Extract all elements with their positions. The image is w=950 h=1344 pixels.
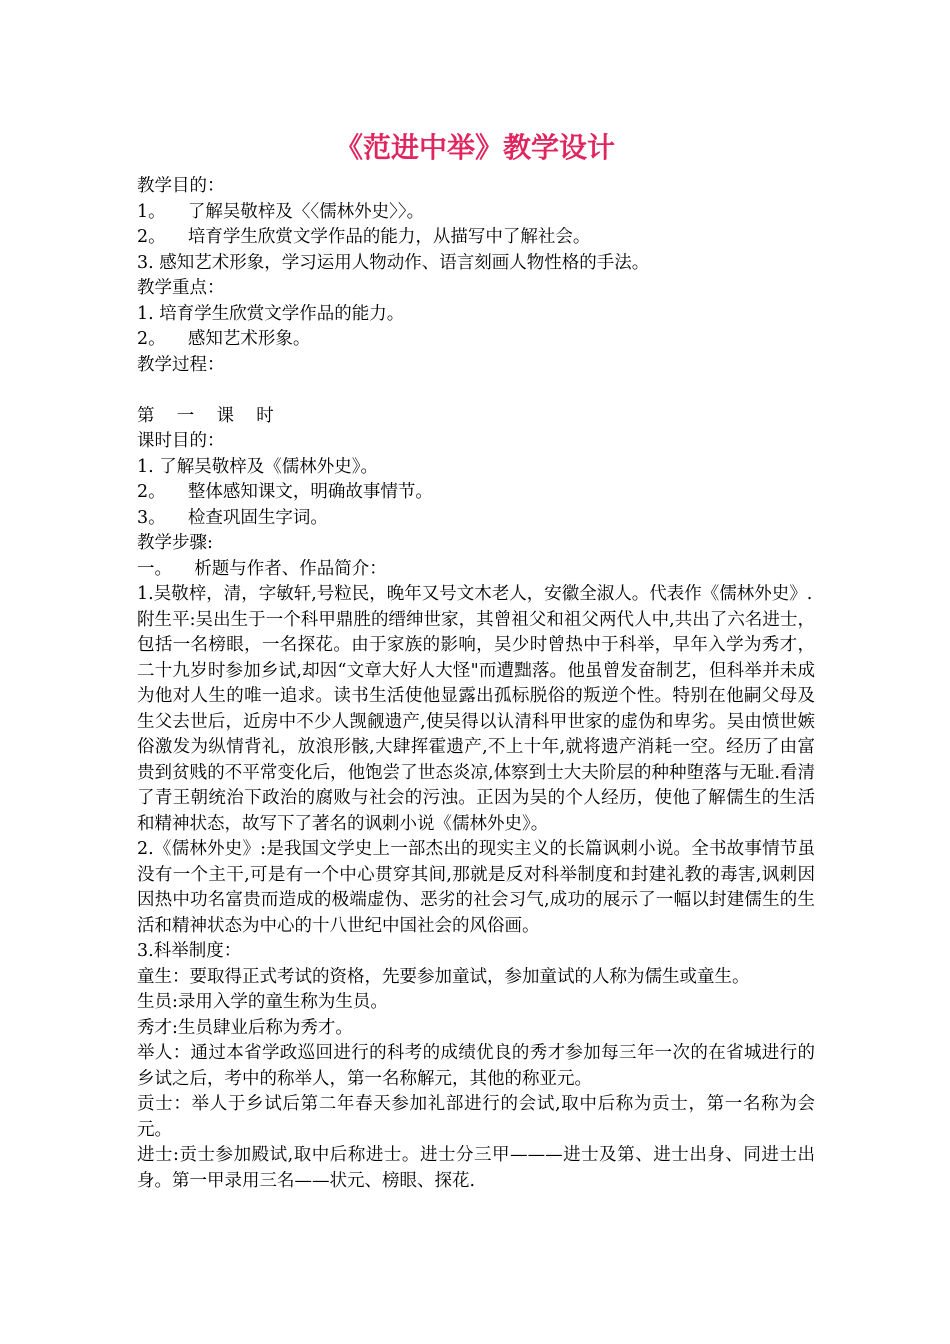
text-line: 1. 培育学生欣赏文学作品的能力。	[137, 303, 405, 324]
paragraph: 生员:录用入学的童生称为生员。	[137, 992, 388, 1012]
paragraph: 秀才:生员肆业后称为秀才。	[137, 1017, 353, 1038]
paragraph: 童生：要取得正式考试的资格，先要参加童试，参加童试的人称为儒生或童生。	[137, 966, 750, 987]
text-line: 3.科举制度：	[137, 941, 242, 961]
text-line: 3。 检查巩固生字词。	[137, 507, 328, 528]
text-line: 2。 培育学生欣赏文学作品的能力，从描写中了解社会。	[137, 227, 591, 247]
text-line: 教学重点：	[137, 278, 225, 298]
document-title: 《范进中举》教学设计	[334, 131, 615, 164]
text-line: 课时目的：	[137, 431, 225, 451]
text-line: 教学目的：	[137, 176, 225, 196]
section-heading: 第 一 课 时	[137, 405, 274, 426]
text-line: 1. 了解吴敬梓及《儒林外史》。	[137, 456, 379, 477]
paragraph: 2.《儒林外史》:是我国文学史上一部杰出的现实主义的长篇讽刺小说。全书故事情节虽没有一个主干,可是有一个中心贯穿其间,那就是反对科举制度和封建礼教的毒害,讽刺因因热中功名富贵而造成的极端虚伪、恶劣的社会习气,成功的展示了一幅以封建儒生的生活和精神状态为中心的十八世纪中国社会的风俗画。	[137, 839, 815, 936]
paragraph: 贡士：举人于乡试后第二年春天参加礼部进行的会试,取中后称为贡士，第一名称为会元。	[137, 1094, 815, 1140]
text-line: 教学过程：	[137, 354, 225, 375]
paragraph: 进士:贡士参加殿试,取中后称进士。进士分三甲———进士及第、进士出身、同进士出身。第一甲录用三名——状元、榜眼、探花.	[137, 1145, 815, 1191]
document-body	[137, 174, 815, 1194]
text-line: 2。 感知艺术形象。	[137, 329, 311, 349]
text-line: 2。 整体感知课文，明确故事情节。	[137, 482, 433, 502]
paragraph: 附生平:吴出生于一个科甲鼎胜的缙绅世家，其曾祖父和祖父两代人中,共出了六名进士，包括一名榜眼，一名探花。由于家族的影响，吴少时曾热中于科举，早年入学为秀才，二十九岁时参加乡试,却因“文章大好人大怪"而遭黜落。他虽曾发奋制艺，但科举并未成为他对人生的唯一追求。读书生活使他显露出孤标脱俗的叛逆个性。特别在他嗣父母及生父去世后，近房中不少人觊觎遗产,使吴得以认清科甲世家的虚伪和卑劣。吴由愤世嫉俗激发为纵情背礼，放浪形骸,大肆挥霍遗产,不上十年,就将遗产消耗一空。经历了由富贵到贫贱的不平常变化后，他饱尝了世态炎凉,体察到士大夫阶层的种种堕落与无耻.看清了青王朝统治下政治的腐败与社会的污浊。正因为吴的个人经历，使他了解儒生的生活和精神状态，故写下了著名的讽刺小说《儒林外史》。	[137, 609, 815, 834]
text-line: 教学步骤:	[137, 533, 213, 553]
text-line: 1。 了解吴敬梓及〈〈儒林外史〉〉。	[137, 201, 425, 222]
paragraph: 举人：通过本省学政巡回进行的科考的成绩优良的秀才参加每三年一次的在省城进行的乡试之后，考中的称举人，第一名称解元，其他的称亚元。	[137, 1043, 815, 1089]
text-line: 3. 感知艺术形象，学习运用人物动作、语言刻画人物性格的手法。	[137, 252, 650, 273]
paragraph: 1.吴敬梓，清，字敏轩,号粒民，晚年又号文木老人，安徽全淑人。代表作《儒林外史》.	[137, 584, 813, 604]
text-line: 一。 析题与作者、作品简介：	[137, 558, 387, 579]
blank-line	[137, 378, 815, 404]
